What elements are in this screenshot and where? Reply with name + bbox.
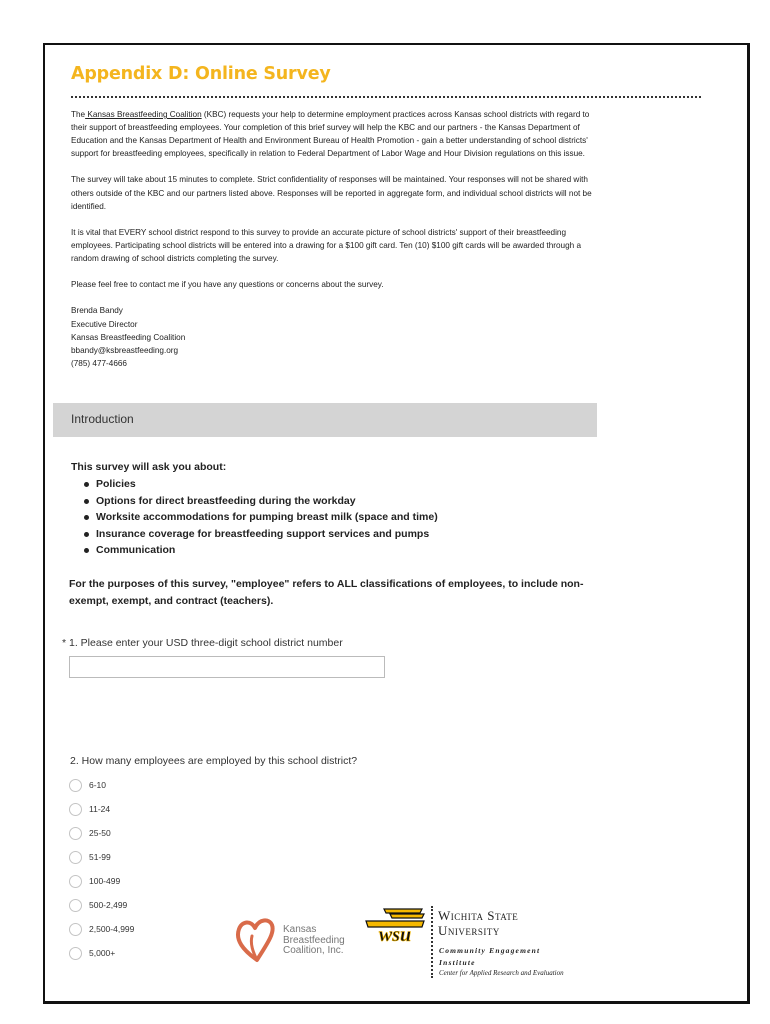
radio-label[interactable]: 6-10 — [89, 780, 107, 790]
signature-org: Kansas Breastfeeding Coalition — [71, 332, 186, 342]
radio-button[interactable] — [69, 923, 82, 936]
bullet-icon — [84, 515, 89, 520]
section-header-introduction — [53, 403, 597, 437]
topic-item — [71, 526, 438, 543]
kbc-logo-line: Breastfeeding — [283, 934, 345, 946]
radio-label[interactable]: 2,500-4,999 — [89, 924, 135, 934]
topic-item — [71, 509, 438, 526]
topic-label: Insurance coverage for breastfeeding support services and pumps — [96, 527, 430, 540]
radio-button[interactable] — [69, 803, 82, 816]
signature-name: Brenda Bandy — [71, 306, 123, 316]
bullet-icon — [84, 482, 89, 487]
survey-topics-list — [71, 476, 438, 559]
letter-p1-prefix: The — [71, 110, 86, 119]
topic-label: Communication — [96, 544, 176, 556]
letter-paragraph-2: The survey will take about 15 minutes to complete. Strict confidentiality of responses will be maintained. Your responses will not be shared with others outside of the KBC and our partners listed above. Responses will be reported in aggregate form, and individual school districts will not be identified. — [71, 175, 592, 211]
wsu-name-line: University — [438, 923, 500, 938]
topic-label: Worksite accommodations for pumping breast milk (space and time) — [96, 511, 438, 523]
care-name: Center for Applied Research and Evaluation — [439, 969, 564, 977]
question-2-label: 2. How many employees are employed by this school district? — [70, 755, 358, 767]
cei-line: Community Engagement — [439, 946, 541, 955]
topic-label: Policies — [96, 478, 136, 490]
radio-button[interactable] — [69, 947, 82, 960]
wsu-mark: wsu — [378, 924, 412, 945]
radio-button[interactable] — [69, 827, 82, 840]
section-title: Introduction — [71, 412, 134, 426]
signature-role: Executive Director — [71, 319, 138, 329]
wsu-shocker-logo-icon — [364, 905, 426, 945]
letter-paragraph-4: Please feel free to contact me if you have any questions or concerns about the survey. — [71, 280, 384, 290]
radio-label[interactable]: 100-499 — [89, 876, 121, 886]
survey-topics-heading: This survey will ask you about: — [71, 461, 227, 473]
radio-label[interactable]: 5,000+ — [89, 948, 116, 958]
radio-button[interactable] — [69, 851, 82, 864]
signature-email: bbandy@ksbreastfeeding.org — [71, 345, 179, 355]
radio-label[interactable]: 25-50 — [89, 828, 111, 838]
wsu-name-line: Wichita State — [438, 908, 519, 923]
topic-item — [71, 476, 438, 493]
topic-label: Options for direct breastfeeding during the workday — [96, 494, 356, 507]
radio-label[interactable]: 51-99 — [89, 852, 111, 862]
topic-item — [71, 542, 438, 559]
district-number-input[interactable] — [69, 656, 385, 678]
letter-paragraph-3: It is vital that EVERY school district respond to this survey to provide an accurate picture of school districts' support of their breastfeeding employees. Participating school districts will be entered into a drawing for a $100 gift card. Ten (10) $100 gift cards will be awarded through a random drawing of school districts completing the survey. — [71, 227, 582, 264]
title-dotted-divider — [71, 96, 701, 98]
bullet-icon — [84, 499, 89, 504]
kbc-logo-line: Kansas — [283, 924, 317, 935]
kbc-link[interactable]: Kansas Breastfeeding Coalition — [85, 110, 202, 119]
radio-label[interactable]: 500-2,499 — [89, 900, 128, 910]
kbc-logo-text — [283, 925, 345, 957]
kbc-logo-line: Coalition, Inc. — [283, 945, 344, 956]
bullet-icon — [84, 548, 89, 553]
logo-dotted-divider — [431, 906, 433, 978]
topic-item — [71, 493, 438, 510]
letter-p1-text: (KBC) requests your help to determine employment practices across Kansas school districts with regard to their support of breastfeeding employees. Your completion of this brief survey will help the KBC and our partners - the Kansas Department of Education and the Kansas Department of Health and Environment Bureau of Health Promotion - gain a better understanding of school districts' support for breastfeeding employees, specifically in relation to Federal Department of Labor Wage and Hour Division regulations on this issue. — [71, 110, 590, 159]
letter-paragraph-1 — [71, 108, 601, 160]
cei-name — [439, 945, 540, 969]
cei-line: Institute — [439, 958, 476, 967]
radio-button[interactable] — [69, 779, 82, 792]
employee-definition: For the purposes of this survey, "employee" refers to ALL classifications of employees, to include non-exempt, exempt, and contract (teachers). — [69, 578, 584, 607]
bullet-icon — [84, 532, 89, 537]
survey-topics — [71, 461, 438, 559]
radio-label[interactable]: 11-24 — [89, 804, 111, 814]
page-title: Appendix D: Online Survey — [71, 64, 331, 84]
intro-letter — [71, 108, 601, 370]
wsu-name — [438, 908, 518, 938]
radio-button[interactable] — [69, 899, 82, 912]
question-1-label: * 1. Please enter your USD three-digit school district number — [62, 637, 343, 649]
signature-phone: (785) 477-4666 — [71, 358, 127, 368]
radio-button[interactable] — [69, 875, 82, 888]
